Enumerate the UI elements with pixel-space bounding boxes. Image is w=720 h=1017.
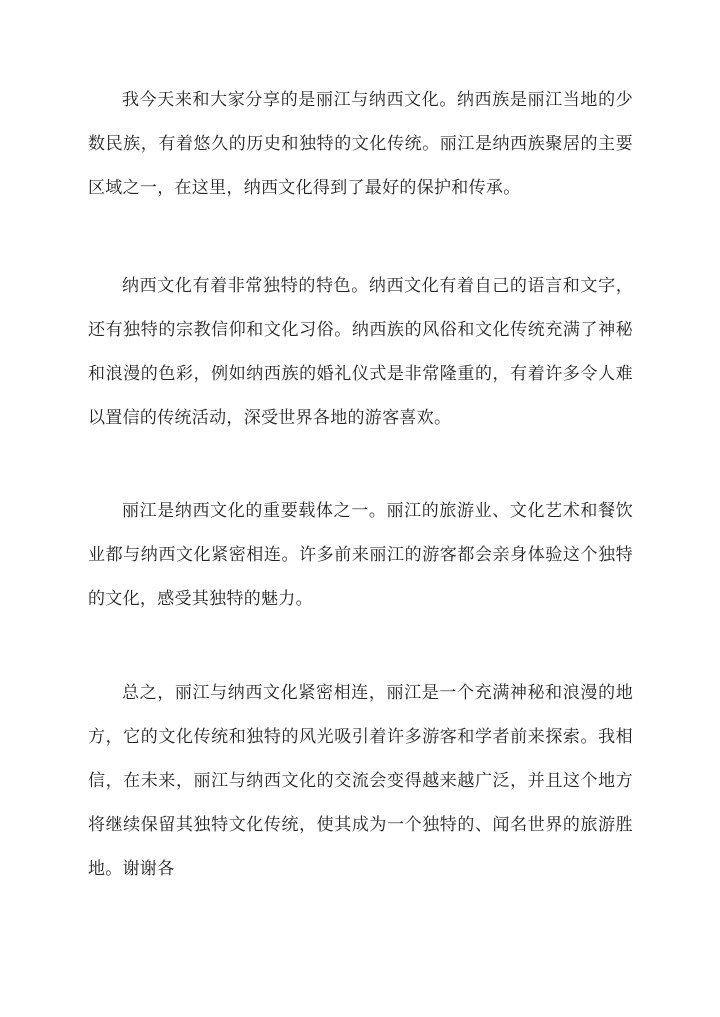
paragraph-intro: 我今天来和大家分享的是丽江与纳西文化。纳西族是丽江当地的少数民族，有着悠久的历史和独特的文化传统。丽江是纳西族聚居的主要区域之一，在这里，纳西文化得到了最好的保护和传承。 <box>88 90 633 198</box>
paragraph-features: 纳西文化有着非常独特的特色。纳西文化有着自己的语言和文字，还有独特的宗教信仰和文化习俗。纳西族的风俗和文化传统充满了神秘和浪漫的色彩，例如纳西族的婚礼仪式是非常隆重的，有着许多令人难以置信的传统活动，深受世界各地的游客喜欢。 <box>88 276 633 428</box>
paragraph-conclusion: 总之，丽江与纳西文化紧密相连，丽江是一个充满神秘和浪漫的地方，它的文化传统和独特的风光吸引着许多游客和学者前来探索。我相信，在未来，丽江与纳西文化的交流会变得越来越广泛，并且这个地方将继续保留其独特文化传统，使其成为一个独特的、闻名世界的旅游胜地。谢谢各 <box>88 683 633 879</box>
paragraph-lijiang-carrier: 丽江是纳西文化的重要载体之一。丽江的旅游业、文化艺术和餐饮业都与纳西文化紧密相连。许多前来丽江的游客都会亲身体验这个独特的文化，感受其独特的魅力。 <box>88 501 633 609</box>
